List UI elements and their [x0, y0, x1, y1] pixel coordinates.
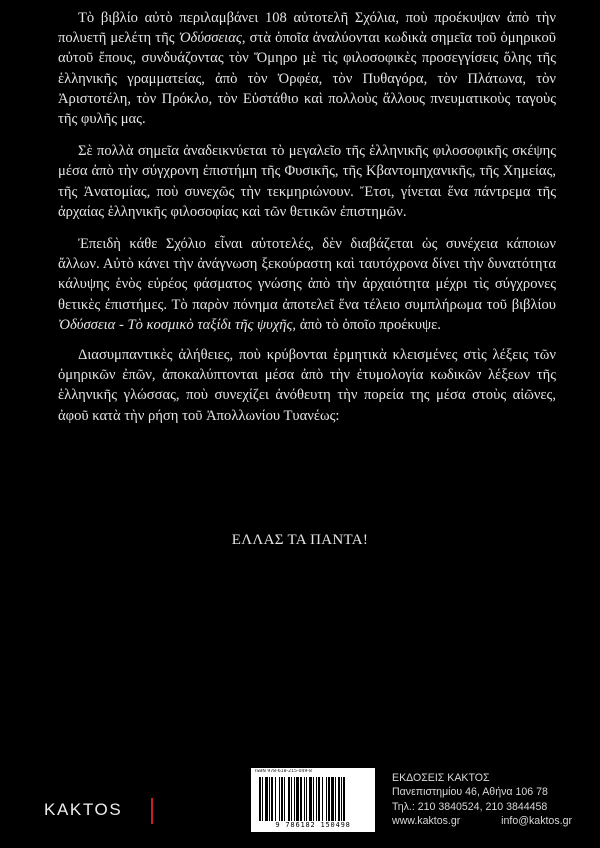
barcode-isbn-text: ISBN 978-618-215-049-8 [255, 769, 312, 774]
barcode-bars-icon [259, 777, 367, 821]
publisher-website: www.kaktos.gr [392, 814, 461, 827]
motto: ΕΛΛΑΣ ΤΑ ΠΑΝΤΑ! [231, 532, 369, 548]
book-title-odyssey: Ὀδύσσειας [178, 30, 242, 47]
isbn-barcode [251, 768, 375, 832]
publisher-info [392, 771, 592, 828]
publisher-address: Πανεπιστημίου 46, Αθήνα 106 78 [392, 786, 548, 799]
kaktos-logo: KAKTOS [44, 800, 123, 819]
publisher-email: info@kaktos.gr [501, 814, 572, 827]
publisher-name: ΕΚΔΟΣΕΙΣ ΚΑΚΤΟΣ [392, 772, 490, 784]
paragraph-3: Ἐπειδὴ κάθε Σχόλιο εἶναι αὐτοτελές, δὲν διαβάζεται ὡς συνέχεια κάποιων ἄλλων. Αὐτὸ κάνει τὴν ἀνάγνωση ξεκούραστη καὶ ταυτόχρονα δίνει τὴν δυνατότητα κάλυψης ἑνὸς εὐρέος φάσματος γνώσης ἀπὸ τὴν ἀρχαιότητα μέχρι τὶς σύγχρονες θετικὲς ἐπιστήμες. Τὸ παρὸν πόνημα ἀποτελεῖ ἕνα τέλειο συμπλήρωμα τοῦ βιβλίου Ὀδύσσεια - Τὸ κοσμικὸ ταξίδι τῆς ψυχῆς, ἀπὸ τὸ ὁποῖο προέκυψε. [58, 236, 556, 333]
paragraph-1: Τὸ βιβλίο αὐτὸ περιλαμβάνει 108 αὐτοτελῆ Σχόλια, ποὺ προέκυψαν ἀπὸ τὴν πολυετῆ μελέτη τῆς Ὀδύσσειας, στὰ ὁποῖα ἀναλύονται κωδικὰ σημεῖα τοῦ ὁμηρικοῦ αὐτοῦ ἔπους, συνδυάζοντας τὸν Ὅμηρο μὲ τὶς φιλοσοφικὲς προσεγγίσεις ὅλης τῆς ἑλληνικῆς γραμματείας, ἀπὸ τὸν Ὀρφέα, τὸν Πυθαγόρα, τὸν Πλάτωνα, τὸν Ἀριστοτέλη, τὸν Πρόκλο, τὸν Εὐστάθιο καὶ πολλοὺς ἄλλους πνευματικοὺς ταγοὺς τῆς φυλῆς μας. [58, 10, 556, 128]
paragraph-4: Διασυμπαντικὲς ἀλήθειες, ποὺ κρύβονται ἑρμητικὰ κλεισμένες στὶς λέξεις τῶν ὁμηρικῶν ἐπῶν, ἀποκαλύπτονται μέσα ἀπὸ τὴν ἐτυμολογία κωδικῶν λέξεων τῆς ἑλληνικῆς γλώσσας, ποὺ συνεχίζει ἀνόθευτη τὴν πορεία της μέσα στοὺς αἰῶνες, ἀφοῦ κατὰ τὴν ρήση τοῦ Ἀπολλωνίου Τυανέως: [58, 347, 556, 424]
barcode-number: 9 786182 150498 [275, 821, 351, 829]
book-title-reference: Ὀδύσσεια - Τὸ κοσμικὸ ταξίδι τῆς ψυχῆς [58, 316, 293, 333]
publisher-phone: Τηλ.: 210 3840524, 210 3844458 [392, 800, 548, 813]
back-cover-text [58, 8, 556, 438]
paragraph-2: Σὲ πολλὰ σημεῖα ἀναδεικνύεται τὸ μεγαλεῖο τῆς ἑλληνικῆς φιλοσοφικῆς σκέψης μέσα ἀπὸ τὴν σύγχρονη ἐπιστήμη τῆς Φυσικῆς, τῆς Κβαντομηχανικῆς, τῆς Χημείας, τῆς Ἀνατομίας, ποὺ συνεχῶς τὴν τεκμηριώνουν. Ἔτσι, γίνεται ἕνα πάντρεμα τῆς ἀρχαίας ἑλληνικῆς φιλοσοφίας καὶ τῶν θετικῶν ἐπιστημῶν. [58, 143, 556, 220]
logo-divider [151, 798, 153, 824]
